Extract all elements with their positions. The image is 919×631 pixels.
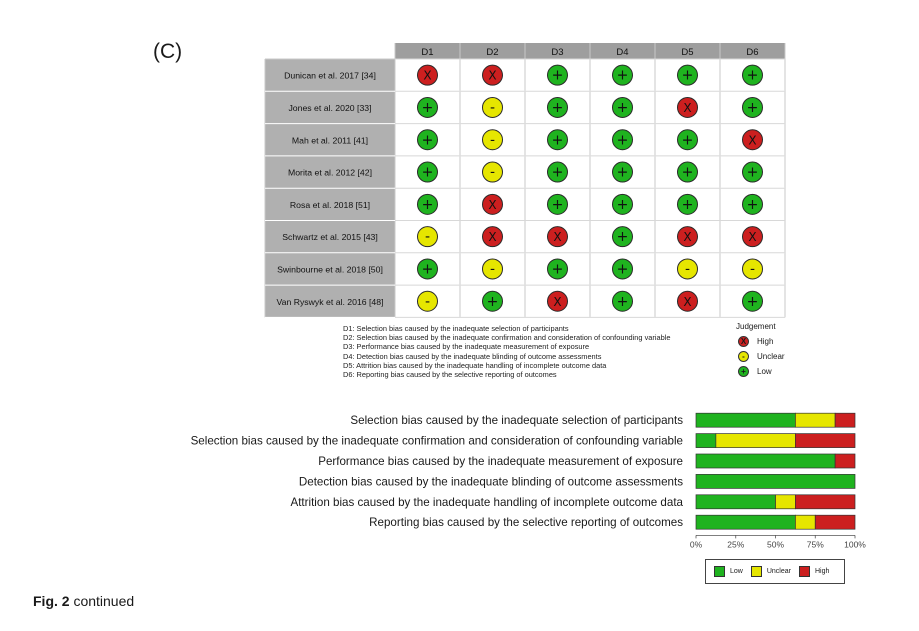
judgement-symbol: - (489, 261, 496, 278)
judgement-symbol: + (616, 99, 629, 116)
judgement-symbol: - (489, 132, 496, 149)
judgement-symbol: + (746, 164, 759, 181)
judgement-symbol: - (684, 261, 691, 278)
judgement-symbol: X (683, 294, 692, 309)
judgement-symbol: X (683, 100, 692, 115)
bar-chart-legend (705, 559, 845, 584)
judgement-symbol: + (616, 132, 629, 149)
domain-legend-line: D1: Selection bias caused by the inadequate selection of participants (343, 324, 569, 333)
judgement-legend-high (738, 336, 773, 347)
judgement-symbol: + (551, 196, 564, 213)
domain-legend-line: D6: Reporting bias caused by the selective reporting of outcomes (343, 370, 557, 380)
judgement-symbol: X (553, 294, 562, 309)
judgement-symbol: + (421, 164, 434, 181)
study-label: Schwartz et al. 2015 [43] (282, 232, 378, 243)
judgement-symbol: + (681, 164, 694, 181)
judgement-symbol: X (553, 230, 562, 245)
judgement-symbol: + (551, 164, 564, 181)
judgement-symbol: + (746, 67, 759, 84)
unclear-icon: - (738, 351, 749, 362)
judgement-symbol: + (421, 261, 434, 278)
judgement-symbol: - (424, 293, 431, 310)
judgement-symbol: X (423, 68, 432, 83)
x-tick-label: 100% (844, 539, 866, 550)
domain-legend (343, 324, 670, 379)
figure-caption (33, 593, 134, 609)
legend-swatch-unclear (751, 566, 762, 577)
x-tick-label: 50% (766, 539, 785, 550)
judgement-symbol: X (488, 68, 497, 83)
study-label: Swinbourne et al. 2018 [50] (277, 264, 383, 275)
bar-segment-high (795, 434, 855, 448)
column-header-d4: D4 (616, 47, 629, 58)
bar-segment-high (815, 515, 855, 529)
judgement-symbol: X (488, 230, 497, 245)
judgement-symbol: + (616, 261, 629, 278)
x-tick-label: 75% (806, 539, 824, 550)
column-header-d5: D5 (681, 47, 694, 58)
domain-legend-line: D4: Detection bias caused by the inadequate blinding of outcome assessments (343, 351, 602, 361)
judgement-symbol: - (424, 229, 431, 246)
judgement-legend-label: High (757, 337, 774, 346)
bar-category-label: Performance bias caused by the inadequate measurement of exposure (318, 455, 683, 468)
caption-text: continued (73, 593, 135, 609)
judgement-symbol: + (681, 67, 694, 84)
judgement-legend-title: Judgement (736, 322, 776, 331)
high-icon: X (738, 336, 749, 347)
judgement-symbol: + (616, 293, 629, 310)
judgement-legend-unclear (738, 351, 785, 362)
bar-segment-unclear (795, 515, 815, 529)
bar-segment-low (696, 495, 776, 509)
bar-segment-unclear (716, 434, 796, 448)
bar-segment-low (696, 413, 795, 427)
judgement-legend-label: Low (757, 367, 772, 376)
bar-segment-low (696, 434, 716, 448)
legend-label-high: High (814, 568, 830, 575)
domain-legend-line: D5: Attrition bias caused by the inadequate handling of incomplete outcome data (343, 360, 607, 370)
x-tick-label: 0% (689, 539, 703, 550)
legend-swatch-high (799, 566, 810, 577)
judgement-symbol: + (681, 196, 694, 213)
judgement-symbol: + (746, 99, 759, 116)
bar-segment-high (835, 413, 855, 427)
judgement-legend-label: Unclear (757, 352, 785, 361)
study-label: Dunican et al. 2017 [34] (284, 70, 376, 81)
judgement-symbol: X (488, 197, 497, 212)
column-header-d1: D1 (421, 47, 434, 58)
bar-category-label: Reporting bias caused by the selective reporting of outcomes (369, 516, 683, 530)
legend-swatch-low (714, 566, 725, 577)
judgement-symbol: - (489, 164, 496, 181)
judgement-symbol: X (748, 230, 757, 245)
legend-label-low: Low (730, 568, 743, 575)
judgement-symbol: + (421, 99, 434, 116)
legend-label-unclear: Unclear (766, 568, 791, 575)
judgement-symbol: + (486, 293, 499, 310)
judgement-symbol: + (421, 132, 434, 149)
panel-label: (C) (153, 40, 183, 63)
study-label: Jones et al. 2020 [33] (288, 102, 372, 113)
bar-segment-high (795, 495, 855, 509)
bar-segment-low (696, 454, 835, 468)
judgement-symbol: + (616, 164, 629, 181)
bar-category-label: Attrition bias caused by the inadequate handling of incomplete outcome data (290, 495, 683, 509)
bar-segment-low (696, 515, 795, 529)
caption-label: Fig. 2 (33, 593, 70, 609)
judgement-symbol: X (748, 133, 757, 148)
low-icon: + (738, 366, 749, 377)
judgement-symbol: - (749, 261, 756, 278)
bar-segment-low (696, 474, 855, 488)
judgement-symbol: + (616, 196, 629, 213)
judgement-symbol: + (551, 261, 564, 278)
study-label: Rosa et al. 2018 [51] (289, 199, 371, 210)
bar-category-label: Detection bias caused by the inadequate blinding of outcome assessments (298, 475, 683, 489)
bar-segment-high (835, 454, 855, 468)
study-label: Van Ryswyk et al. 2016 [48] (276, 296, 384, 307)
bar-category-label: Selection bias caused by the inadequate confirmation and consideration of confounding variable (190, 434, 683, 448)
judgement-legend-low (738, 366, 772, 377)
column-header-d6: D6 (746, 47, 759, 58)
judgement-symbol: - (489, 99, 496, 116)
bar-segment-unclear (776, 495, 796, 509)
x-tick-label: 25% (727, 539, 745, 550)
judgement-symbol: + (616, 67, 629, 84)
domain-legend-line: D2: Selection bias caused by the inadequate confirmation and consideration of confounding variable (343, 333, 671, 343)
judgement-symbol: + (616, 229, 629, 246)
judgement-symbol: + (746, 196, 759, 213)
judgement-symbol: + (551, 99, 564, 116)
study-label: Morita et al. 2012 [42] (287, 167, 373, 178)
study-label: Mah et al. 2011 [41] (291, 135, 369, 146)
judgement-symbol: + (551, 132, 564, 149)
judgement-symbol: + (681, 132, 694, 149)
column-header-d2: D2 (486, 47, 499, 58)
column-header-d3: D3 (551, 47, 564, 58)
judgement-symbol: X (683, 230, 692, 245)
judgement-symbol: + (421, 196, 434, 213)
judgement-symbol: + (551, 67, 564, 84)
domain-legend-line: D3: Performance bias caused by the inadequate measurement of exposure (343, 342, 590, 352)
bar-segment-unclear (795, 413, 835, 427)
bar-category-label: Selection bias caused by the inadequate selection of participants (350, 414, 683, 428)
judgement-symbol: + (746, 293, 759, 310)
